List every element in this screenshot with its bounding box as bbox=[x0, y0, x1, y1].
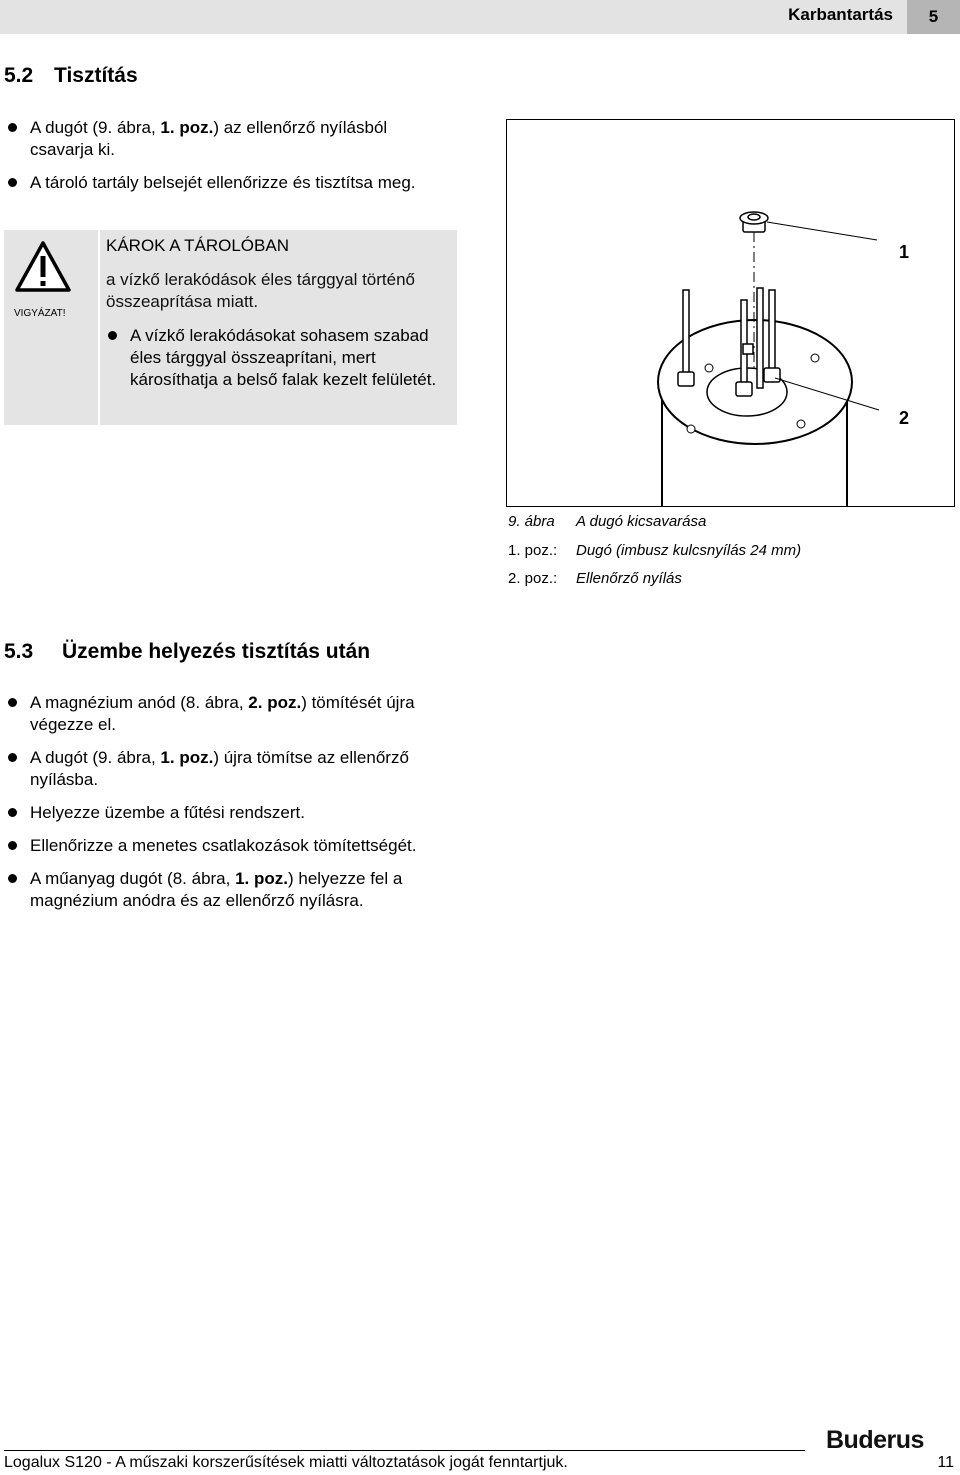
callout-2: 2 bbox=[899, 408, 910, 428]
warning-heading: KÁROK A TÁROLÓBAN bbox=[106, 236, 289, 255]
caption-key: 1. poz.: bbox=[508, 542, 558, 559]
figure-label: 9. ábra bbox=[508, 513, 555, 530]
section-number: 5.2 bbox=[4, 64, 34, 87]
warning-divider bbox=[98, 230, 100, 425]
section-5-2-heading bbox=[4, 64, 138, 88]
section-title: Tisztítás bbox=[54, 64, 138, 87]
list-item: A műanyag dugót (8. ábra, 1. poz.) helyezze fel a magnézium anódra és az ellenőrző nyílásra. bbox=[8, 868, 458, 912]
tank-illustration bbox=[507, 120, 954, 506]
caption-text: Dugó (imbusz kulcsnyílás 24 mm) bbox=[576, 542, 802, 559]
footer-rule bbox=[4, 1450, 805, 1451]
section-title: Üzembe helyezés tisztítás után bbox=[62, 640, 371, 663]
figure-title: A dugó kicsavarása bbox=[576, 513, 707, 530]
caption-key: 2. poz.: bbox=[508, 570, 558, 587]
warning-label: VIGYÁZAT! bbox=[14, 308, 66, 319]
warning-triangle-icon bbox=[14, 240, 72, 294]
section-5-3-list bbox=[8, 692, 458, 923]
chapter-title: Karbantartás bbox=[788, 5, 893, 24]
list-item: Ellenőrizze a menetes csatlakozások tömítettségét. bbox=[8, 835, 458, 857]
buderus-logo: Buderus bbox=[826, 1426, 924, 1454]
caption-text: Ellenőrző nyílás bbox=[576, 570, 682, 587]
warning-subtext: a vízkő lerakódások éles tárggyal történő összeaprítása miatt. bbox=[106, 270, 416, 311]
warning-list bbox=[108, 325, 448, 391]
callout-1: 1 bbox=[899, 242, 910, 262]
section-5-3-heading bbox=[4, 640, 370, 664]
list-item: A magnézium anód (8. ábra, 2. poz.) tömítését újra végezze el. bbox=[8, 692, 458, 736]
list-item: A tároló tartály belsejét ellenőrizze és tisztítsa meg. bbox=[8, 172, 448, 194]
list-item: A dugót (9. ábra, 1. poz.) az ellenőrző nyílásból csavarja ki. bbox=[8, 117, 448, 161]
list-item: A dugót (9. ábra, 1. poz.) újra tömítse az ellenőrző nyílásba. bbox=[8, 747, 458, 791]
chapter-number: 5 bbox=[907, 0, 960, 34]
section-number: 5.3 bbox=[4, 640, 34, 663]
page-number: 11 bbox=[937, 1454, 954, 1471]
warning-bullet: A vízkő lerakódásokat sohasem szabad éles tárggyal összeaprítani, mert károsíthatja a belső falak kezelt felületét. bbox=[108, 325, 448, 391]
footer-text: Logalux S120 - A műszaki korszerűsítések miatti változtatások jogát fenntartjuk. bbox=[4, 1454, 568, 1471]
section-5-2-list bbox=[8, 117, 448, 205]
list-item: Helyezze üzembe a fűtési rendszert. bbox=[8, 802, 458, 824]
